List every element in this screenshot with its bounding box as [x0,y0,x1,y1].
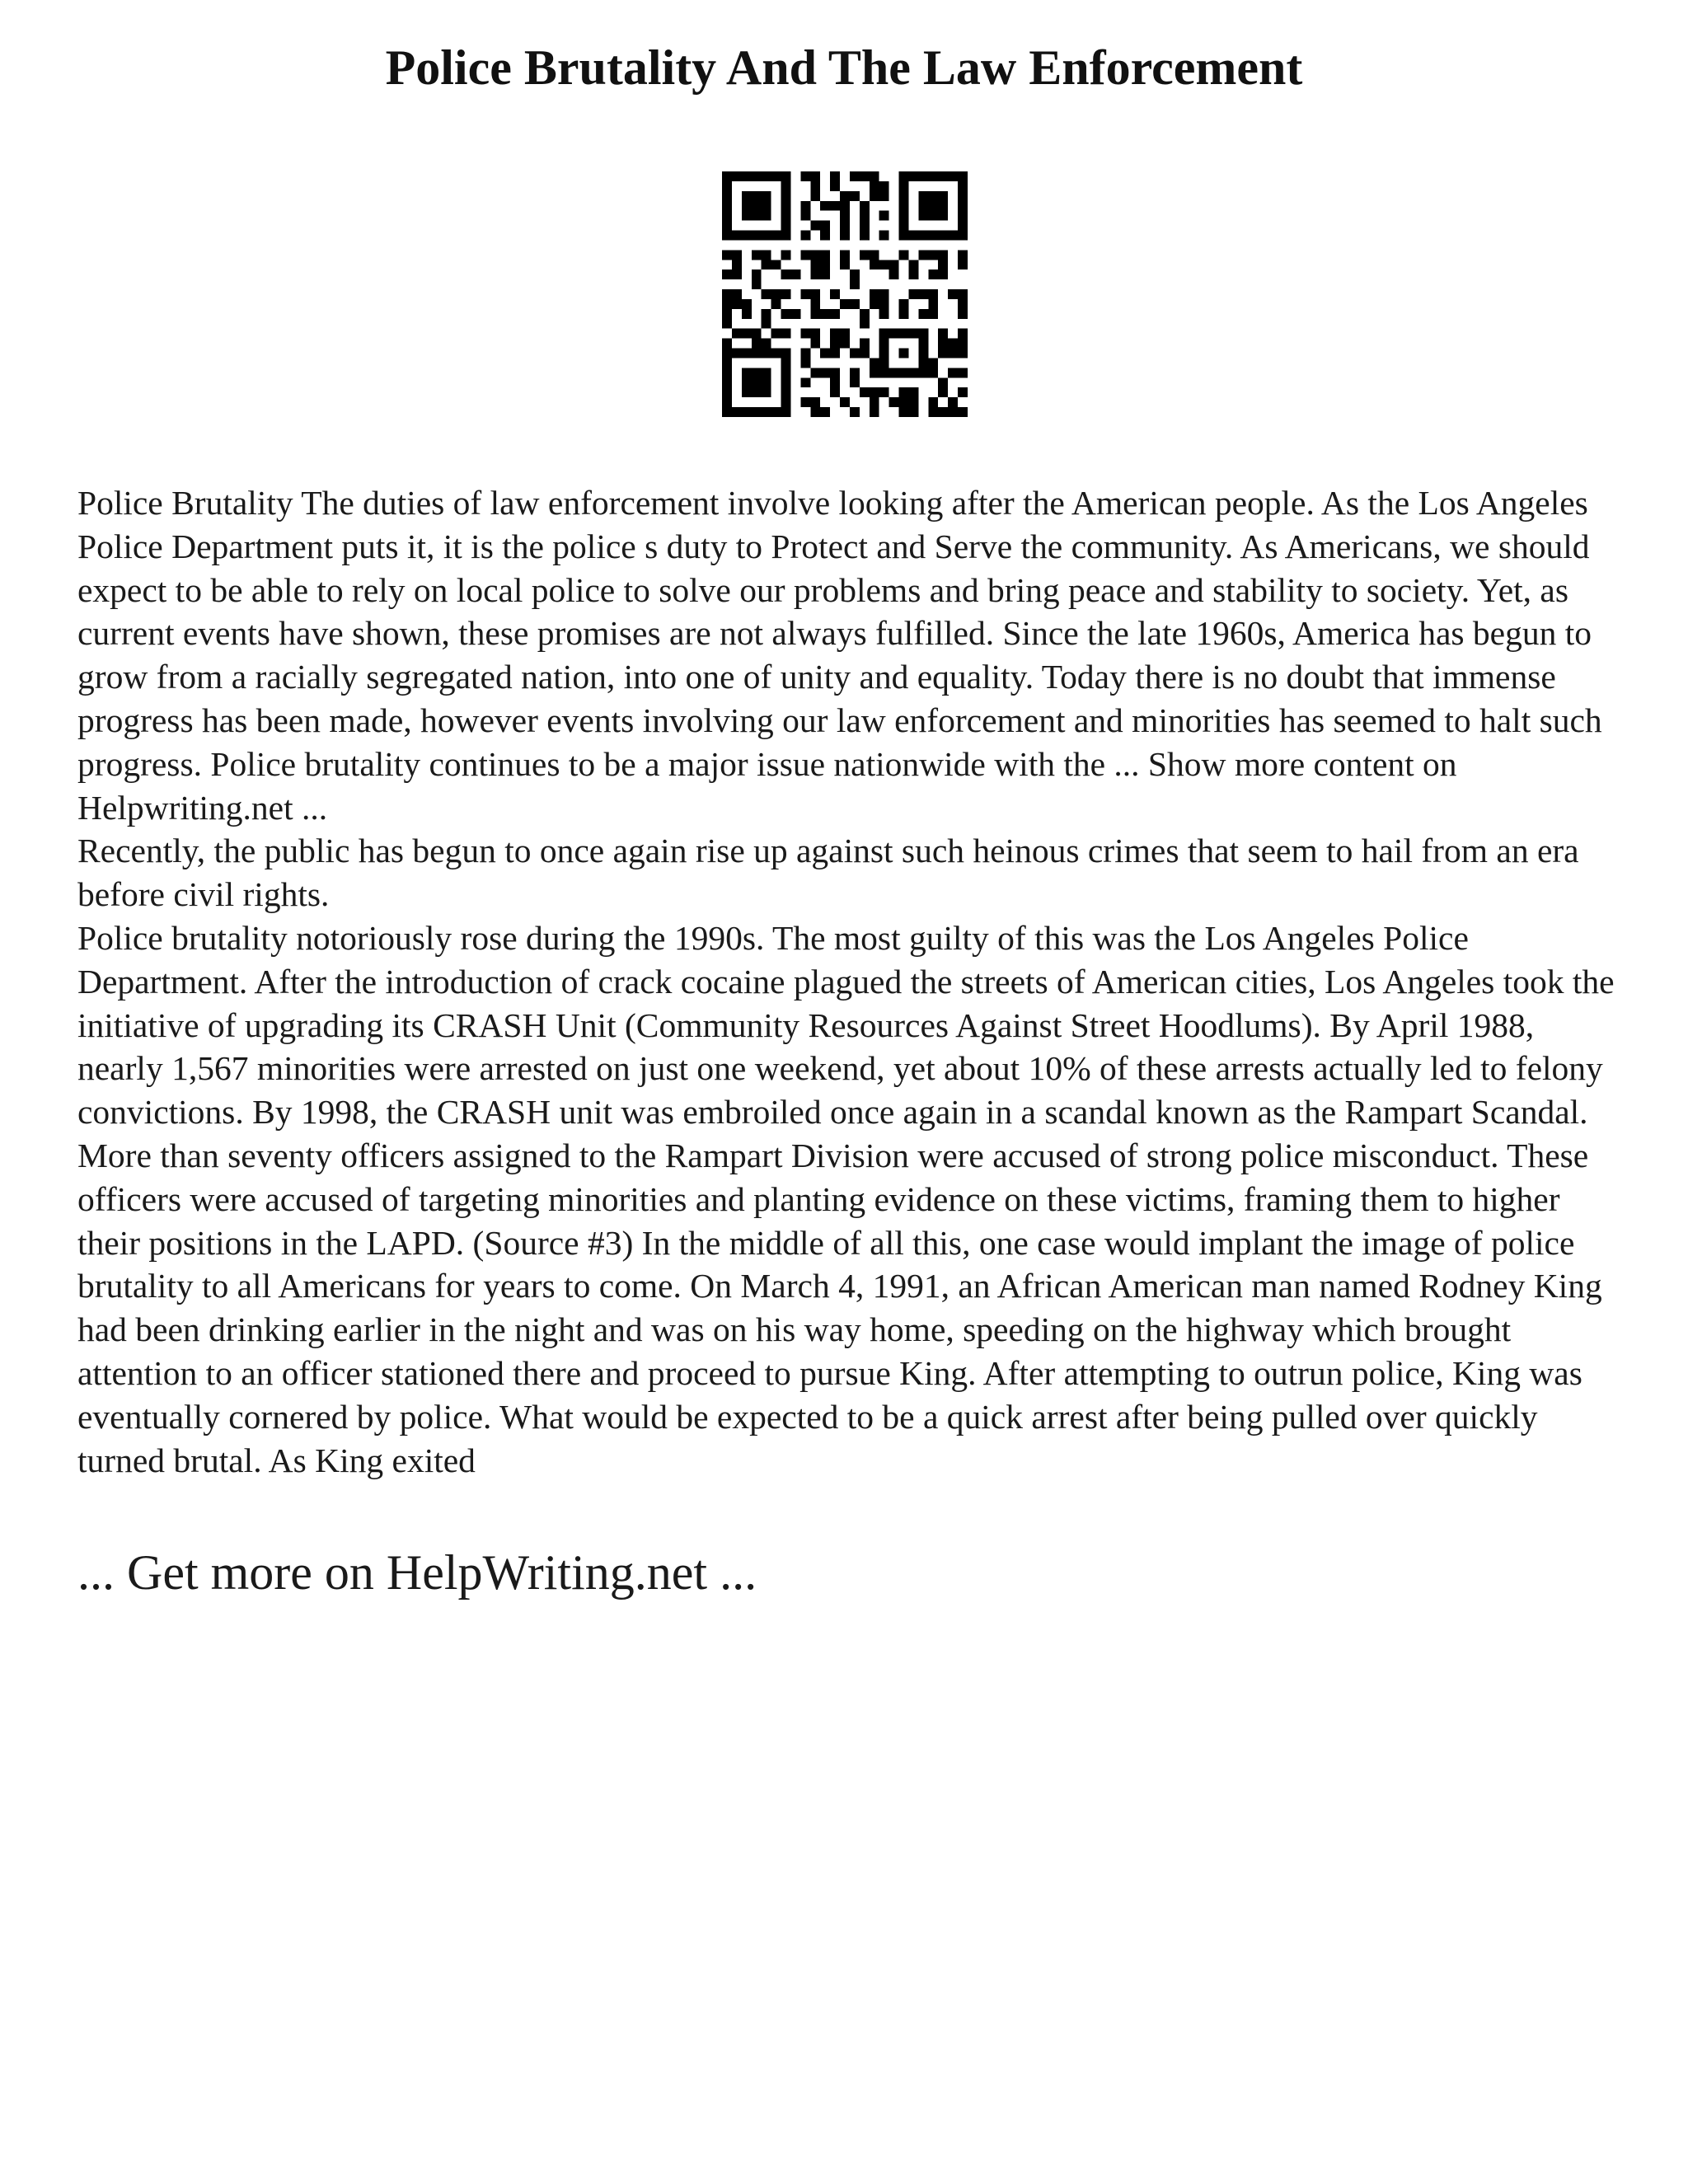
paragraph-3: Police brutality notoriously rose during the 1990s. The most guilty of this was the Los Angeles Police Department. After the introduction of crack cocaine plagued the streets of American cities, Los Angeles took the initiative of upgrading its CRASH Unit (Community Resources Against Street Hoodlums). By April 1988, nearly 1,567 minorities were arrested on just one weekend, yet about 10% of these arrests actually led to felony convictions. By 1998, the CRASH unit was embroiled once again in a scandal known as the Rampart Scandal. More than seventy officers assigned to the Rampart Division were accused of strong police misconduct. These officers were accused of targeting minorities and planting evidence on these victims, framing them to higher their positions in the LAPD. (Source #3) In the middle of all this, one case would implant the image of police brutality to all Americans for years to come. On March 4, 1991, an African American man named Rodney King had been drinking earlier in the night and was on his way home, speeding on the highway which brought attention to an officer stationed there and proceed to pursue King. After attempting to outrun police, King was eventually cornered by police. What would be expected to be a quick arrest after being pulled over quickly turned brutal. As King exited [77,918,1615,1479]
paragraph-1: Police Brutality The duties of law enforcement involve looking after the American people. As the Los Angeles Police Department puts it, it is the police s duty to Protect and Serve the community. As Americans, we should expect to be able to rely on local police to solve our problems and bring peace and stability to society. Yet, as current events have shown, these promises are not always fulfilled. Since the late 1960s, America has begun to grow from a racially segregated nation, into one of unity and equality. Today there is no doubt that immense progress has been made, however events involving our law enforcement and minorities has seemed to halt such progress. Police brutality continues to be a major issue nationwide with the ... Show more content on Helpwriting.net ... [77,484,1602,827]
get-more-link[interactable]: ... Get more on HelpWriting.net ... [77,1545,757,1600]
article-body [77,481,1627,1482]
paragraph-2: Recently, the public has begun to once again rise up against such heinous crimes that seem to hail from an era before civil rights. [77,832,1579,914]
page-title: Police Brutality And The Law Enforcement [385,40,1303,95]
qr-code-icon [722,171,968,417]
